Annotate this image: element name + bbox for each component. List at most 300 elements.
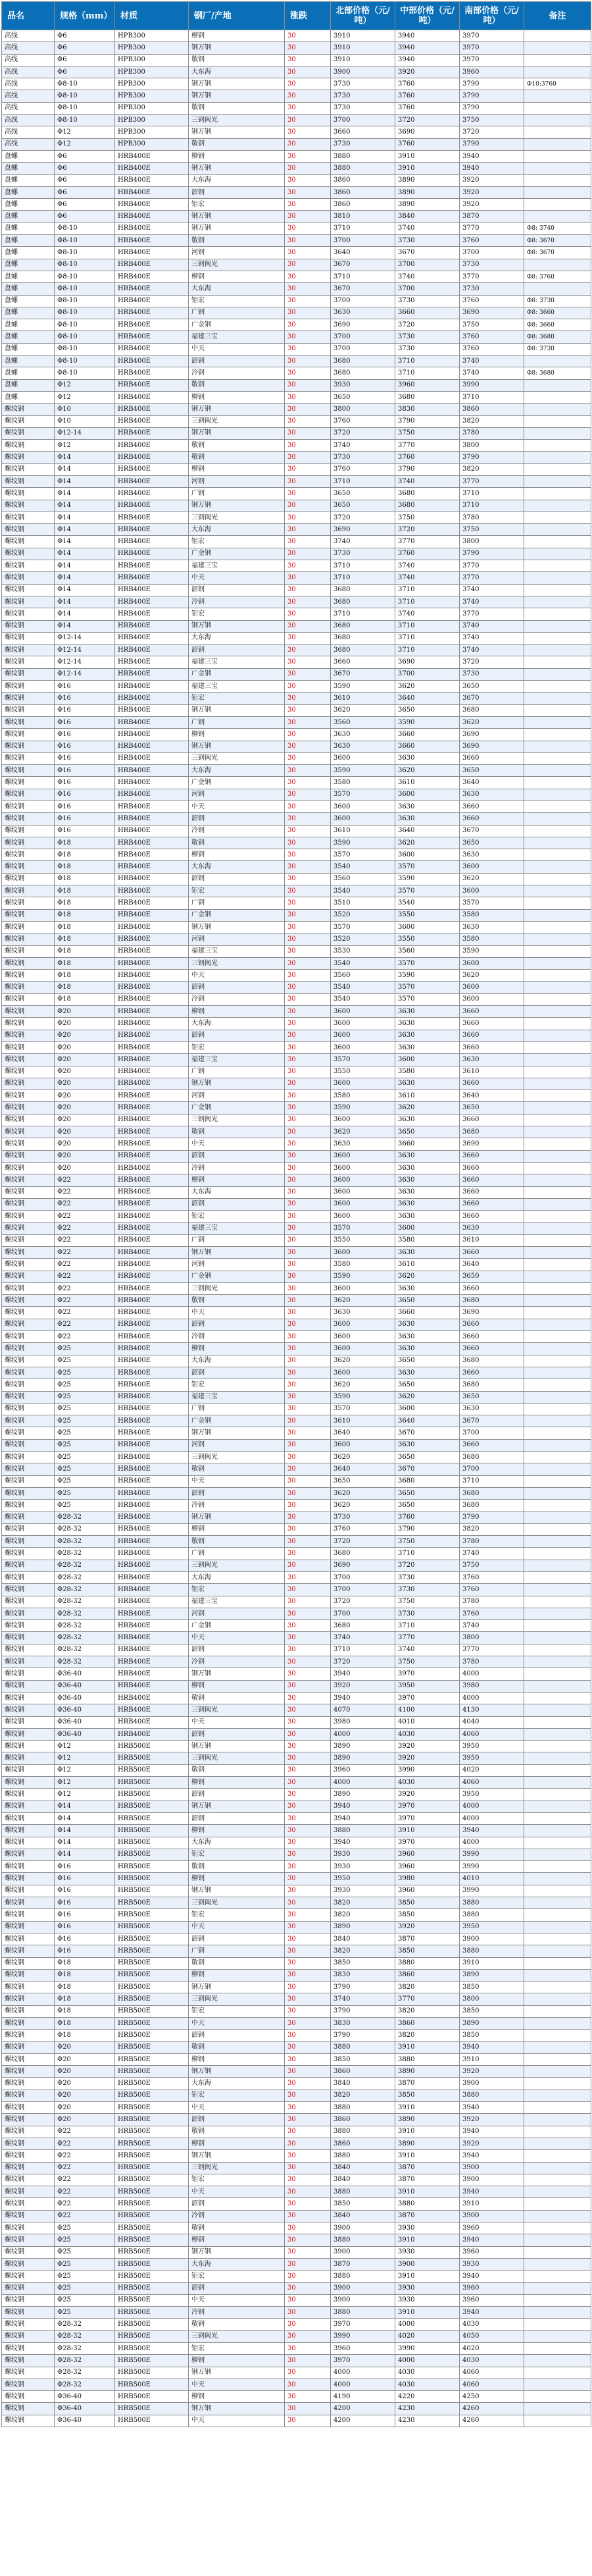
north-price-cell: 3710 xyxy=(331,572,395,584)
spec-cell: Φ25 xyxy=(55,1403,115,1415)
mill-cell: 大东海 xyxy=(189,524,285,536)
table-row xyxy=(2,2102,591,2114)
material-cell: HRB400E xyxy=(115,1331,189,1343)
remark-cell xyxy=(524,536,591,548)
product-cell: 螺纹钢 xyxy=(2,729,55,741)
product-cell: 螺纹钢 xyxy=(2,2053,55,2065)
north-price-cell: 3700 xyxy=(331,235,395,247)
remark-cell xyxy=(524,415,591,427)
mill-cell: 冷钢 xyxy=(189,993,285,1005)
table-row xyxy=(2,2041,591,2053)
mill-cell: 钢万钢 xyxy=(189,2150,285,2162)
central-price-cell: 3880 xyxy=(395,1957,460,1969)
remark-cell xyxy=(524,150,591,162)
north-price-cell: 3570 xyxy=(331,849,395,861)
mill-cell: 冷钢 xyxy=(189,1656,285,1668)
mill-cell: 广钢 xyxy=(189,488,285,500)
south-price-cell: 3960 xyxy=(460,2282,524,2294)
central-price-cell: 3730 xyxy=(395,1572,460,1584)
central-price-cell: 3990 xyxy=(395,1764,460,1776)
central-price-cell: 3550 xyxy=(395,909,460,921)
remark-cell xyxy=(524,1138,591,1150)
spec-cell: Φ25 xyxy=(55,1487,115,1499)
material-cell: HRB400E xyxy=(115,982,189,993)
mill-cell: 敬钢 xyxy=(189,440,285,452)
table-row xyxy=(2,1523,591,1535)
north-price-cell: 3590 xyxy=(331,1391,395,1403)
central-price-cell: 3630 xyxy=(395,1174,460,1186)
product-cell: 螺纹钢 xyxy=(2,644,55,656)
mill-cell: 钢万钢 xyxy=(189,2403,285,2415)
spec-cell: Φ22 xyxy=(55,1198,115,1210)
change-cell: 30 xyxy=(285,837,331,849)
remark-cell xyxy=(524,126,591,138)
change-cell: 30 xyxy=(285,1150,331,1162)
spec-cell: Φ12 xyxy=(55,1741,115,1752)
change-cell: 30 xyxy=(285,885,331,897)
north-price-cell: 3680 xyxy=(331,644,395,656)
south-price-cell: 3740 xyxy=(460,620,524,632)
change-cell: 30 xyxy=(285,1271,331,1282)
remark-cell: Φ8: 3680 xyxy=(524,367,591,379)
south-price-cell: 3750 xyxy=(460,524,524,536)
mill-cell: 福建三宝 xyxy=(189,656,285,668)
south-price-cell: 3970 xyxy=(460,42,524,54)
change-cell: 30 xyxy=(285,2030,331,2041)
material-cell: HRB400E xyxy=(115,752,189,764)
south-price-cell: 3770 xyxy=(460,1644,524,1656)
change-cell: 30 xyxy=(285,536,331,548)
central-price-cell: 4030 xyxy=(395,2379,460,2390)
south-price-cell: 3580 xyxy=(460,909,524,921)
south-price-cell: 3660 xyxy=(460,1114,524,1126)
table-row xyxy=(2,560,591,572)
mill-cell: 大东海 xyxy=(189,174,285,186)
material-cell: HPB300 xyxy=(115,66,189,78)
mill-cell: 广金钢 xyxy=(189,909,285,921)
material-cell: HRB400E xyxy=(115,1319,189,1330)
change-cell: 30 xyxy=(285,1295,331,1307)
south-price-cell: 3800 xyxy=(460,440,524,452)
south-price-cell: 3920 xyxy=(460,2138,524,2149)
product-cell: 螺纹钢 xyxy=(2,2319,55,2330)
table-row xyxy=(2,1078,591,1090)
central-price-cell: 3650 xyxy=(395,704,460,716)
south-price-cell: 3630 xyxy=(460,789,524,801)
material-cell: HRB400E xyxy=(115,801,189,813)
remark-cell xyxy=(524,2150,591,2162)
table-row xyxy=(2,2246,591,2258)
change-cell: 30 xyxy=(285,1222,331,1234)
change-cell: 30 xyxy=(285,42,331,54)
south-price-cell: 3900 xyxy=(460,2174,524,2186)
south-price-cell: 4030 xyxy=(460,2319,524,2330)
south-price-cell: 3880 xyxy=(460,1945,524,1957)
spec-cell: Φ22 xyxy=(55,2126,115,2138)
material-cell: HRB500E xyxy=(115,1897,189,1909)
central-price-cell: 3620 xyxy=(395,681,460,693)
mill-cell: 敬钢 xyxy=(189,1957,285,1969)
product-cell: 盘螺 xyxy=(2,174,55,186)
material-cell: HRB400E xyxy=(115,379,189,391)
change-cell: 30 xyxy=(285,765,331,777)
central-price-cell: 3600 xyxy=(395,1054,460,1066)
remark-cell xyxy=(524,1030,591,1041)
spec-cell: Φ16 xyxy=(55,693,115,704)
material-cell: HRB500E xyxy=(115,1764,189,1776)
material-cell: HRB500E xyxy=(115,2294,189,2306)
central-price-cell: 3890 xyxy=(395,199,460,211)
north-price-cell: 3620 xyxy=(331,1500,395,1511)
south-price-cell: 3710 xyxy=(460,391,524,403)
product-cell: 螺纹钢 xyxy=(2,873,55,885)
spec-cell: Φ18 xyxy=(55,970,115,982)
spec-cell: Φ20 xyxy=(55,1138,115,1150)
table-row xyxy=(2,1355,591,1367)
north-price-cell: 3720 xyxy=(331,1656,395,1668)
spec-cell: Φ36-40 xyxy=(55,2391,115,2403)
change-cell: 30 xyxy=(285,861,331,873)
mill-cell: 钢万钢 xyxy=(189,163,285,174)
product-cell: 螺纹钢 xyxy=(2,897,55,909)
south-price-cell: 3610 xyxy=(460,1234,524,1246)
change-cell: 30 xyxy=(285,825,331,837)
material-cell: HRB500E xyxy=(115,2271,189,2282)
material-cell: HRB400E xyxy=(115,1271,189,1282)
central-price-cell: 3700 xyxy=(395,259,460,271)
central-price-cell: 3710 xyxy=(395,596,460,608)
mill-cell: 中天 xyxy=(189,1138,285,1150)
product-cell: 螺纹钢 xyxy=(2,1656,55,1668)
material-cell: HRB400E xyxy=(115,1415,189,1427)
south-price-cell: 3690 xyxy=(460,307,524,319)
table-row xyxy=(2,1584,591,1596)
change-cell: 30 xyxy=(285,596,331,608)
central-price-cell: 3730 xyxy=(395,1584,460,1596)
spec-cell: Φ20 xyxy=(55,1126,115,1138)
change-cell: 30 xyxy=(285,1596,331,1608)
south-price-cell: 3910 xyxy=(460,2053,524,2065)
table-row xyxy=(2,1259,591,1271)
south-price-cell: 3660 xyxy=(460,813,524,825)
mill-cell: 敬钢 xyxy=(189,2126,285,2138)
remark-cell xyxy=(524,452,591,463)
north-price-cell: 3850 xyxy=(331,2053,395,2065)
product-cell: 螺纹钢 xyxy=(2,2114,55,2126)
remark-cell xyxy=(524,54,591,66)
spec-cell: Φ28-32 xyxy=(55,1620,115,1632)
mill-cell: 三钢闽光 xyxy=(189,1452,285,1463)
south-price-cell: 3890 xyxy=(460,1969,524,1981)
product-cell: 螺纹钢 xyxy=(2,1331,55,1343)
material-cell: HRB400E xyxy=(115,259,189,271)
table-row xyxy=(2,2343,591,2355)
product-cell: 螺纹钢 xyxy=(2,801,55,813)
central-price-cell: 3980 xyxy=(395,1873,460,1885)
change-cell: 30 xyxy=(285,1957,331,1969)
central-price-cell: 3590 xyxy=(395,970,460,982)
south-price-cell: 3700 xyxy=(460,1427,524,1439)
central-price-cell: 3770 xyxy=(395,536,460,548)
material-cell: HRB400E xyxy=(115,1475,189,1487)
spec-cell: Φ16 xyxy=(55,801,115,813)
change-cell: 30 xyxy=(285,2415,331,2427)
spec-cell: Φ22 xyxy=(55,2150,115,2162)
spec-cell: Φ36-40 xyxy=(55,1668,115,1680)
product-cell: 盘螺 xyxy=(2,331,55,343)
north-price-cell: 3540 xyxy=(331,993,395,1005)
material-cell: HRB400E xyxy=(115,1632,189,1644)
table-row xyxy=(2,1789,591,1801)
mill-cell: 钢万钢 xyxy=(189,1427,285,1439)
product-cell: 螺纹钢 xyxy=(2,1969,55,1981)
mill-cell: 福建三宝 xyxy=(189,945,285,957)
material-cell: HRB400E xyxy=(115,1066,189,1078)
remark-cell xyxy=(524,355,591,367)
product-cell: 盘螺 xyxy=(2,259,55,271)
mill-cell: 柳钢 xyxy=(189,2355,285,2367)
product-cell: 螺纹钢 xyxy=(2,2403,55,2415)
mill-cell: 三钢闽光 xyxy=(189,2162,285,2174)
spec-cell: Φ22 xyxy=(55,1222,115,1234)
product-cell: 螺纹钢 xyxy=(2,500,55,512)
mill-cell: 三钢闽光 xyxy=(189,259,285,271)
table-row xyxy=(2,1415,591,1427)
table-row xyxy=(2,1608,591,1619)
table-row xyxy=(2,945,591,957)
table-row xyxy=(2,2005,591,2017)
spec-cell: Φ22 xyxy=(55,2138,115,2149)
central-price-cell: 3850 xyxy=(395,1945,460,1957)
material-cell: HPB300 xyxy=(115,54,189,66)
central-price-cell: 4030 xyxy=(395,1777,460,1789)
spec-cell: Φ25 xyxy=(55,1379,115,1391)
remark-cell xyxy=(524,2114,591,2126)
central-price-cell: 3740 xyxy=(395,1644,460,1656)
change-cell: 30 xyxy=(285,512,331,523)
table-row xyxy=(2,1319,591,1330)
south-price-cell: 3950 xyxy=(460,1741,524,1752)
change-cell: 30 xyxy=(285,427,331,439)
material-cell: HRB400E xyxy=(115,1391,189,1403)
change-cell: 30 xyxy=(285,693,331,704)
table-row xyxy=(2,2282,591,2294)
remark-cell xyxy=(524,1427,591,1439)
remark-cell xyxy=(524,2271,591,2282)
north-price-cell: 3620 xyxy=(331,1355,395,1367)
spec-cell: Φ20 xyxy=(55,1066,115,1078)
spec-cell: Φ28-32 xyxy=(55,1511,115,1523)
north-price-cell: 3630 xyxy=(331,307,395,319)
material-cell: HRB400E xyxy=(115,704,189,716)
south-price-cell: 3940 xyxy=(460,1825,524,1837)
central-price-cell: 3630 xyxy=(395,1198,460,1210)
table-row xyxy=(2,716,591,728)
table-row xyxy=(2,2355,591,2367)
south-price-cell: 3800 xyxy=(460,1632,524,1644)
north-price-cell: 3910 xyxy=(331,42,395,54)
material-cell: HRB400E xyxy=(115,1162,189,1174)
mill-cell: 广钢 xyxy=(189,897,285,909)
remark-cell xyxy=(524,1909,591,1921)
spec-cell: Φ16 xyxy=(55,716,115,728)
central-price-cell: 3620 xyxy=(395,837,460,849)
change-cell: 30 xyxy=(285,2294,331,2306)
table-row xyxy=(2,921,591,933)
spec-cell: Φ25 xyxy=(55,1463,115,1475)
north-price-cell: 3700 xyxy=(331,295,395,307)
change-cell: 30 xyxy=(285,1078,331,1090)
central-price-cell: 3670 xyxy=(395,247,460,259)
product-cell: 螺纹钢 xyxy=(2,584,55,596)
north-price-cell: 3680 xyxy=(331,355,395,367)
spec-cell: Φ14 xyxy=(55,620,115,632)
remark-cell xyxy=(524,1741,591,1752)
material-cell: HRB500E xyxy=(115,1957,189,1969)
table-row xyxy=(2,885,591,897)
table-row xyxy=(2,1969,591,1981)
table-row xyxy=(2,1885,591,1897)
spec-cell: Φ6 xyxy=(55,211,115,223)
south-price-cell: 3660 xyxy=(460,1162,524,1174)
product-cell: 螺纹钢 xyxy=(2,813,55,825)
product-cell: 螺纹钢 xyxy=(2,1006,55,1018)
table-row xyxy=(2,259,591,271)
product-cell: 盘螺 xyxy=(2,283,55,295)
change-cell: 30 xyxy=(285,1560,331,1571)
central-price-cell: 3640 xyxy=(395,1415,460,1427)
change-cell: 30 xyxy=(285,789,331,801)
spec-cell: Φ28-32 xyxy=(55,2319,115,2330)
south-price-cell: 3740 xyxy=(460,632,524,644)
material-cell: HRB400E xyxy=(115,716,189,728)
table-row xyxy=(2,2090,591,2101)
table-row xyxy=(2,1041,591,1053)
mill-cell: 韶钢 xyxy=(189,982,285,993)
product-cell: 螺纹钢 xyxy=(2,1692,55,1704)
remark-cell xyxy=(524,1548,591,1560)
spec-cell: Φ6 xyxy=(55,199,115,211)
remark-cell xyxy=(524,1018,591,1030)
product-cell: 螺纹钢 xyxy=(2,2041,55,2053)
north-price-cell: 3710 xyxy=(331,475,395,487)
remark-cell xyxy=(524,2355,591,2367)
central-price-cell: 3620 xyxy=(395,1102,460,1114)
remark-cell xyxy=(524,1090,591,1102)
mill-cell: 大东海 xyxy=(189,2258,285,2270)
remark-cell xyxy=(524,524,591,536)
change-cell: 30 xyxy=(285,235,331,247)
central-price-cell: 3570 xyxy=(395,993,460,1005)
south-price-cell: 3640 xyxy=(460,777,524,789)
change-cell: 30 xyxy=(285,1704,331,1716)
change-cell: 30 xyxy=(285,1668,331,1680)
material-cell: HRB500E xyxy=(115,1789,189,1801)
change-cell: 30 xyxy=(285,1367,331,1379)
central-price-cell: 3580 xyxy=(395,1066,460,1078)
central-price-cell: 3710 xyxy=(395,644,460,656)
change-cell: 30 xyxy=(285,1656,331,1668)
table-row xyxy=(2,115,591,126)
table-row xyxy=(2,1752,591,1764)
spec-cell: Φ22 xyxy=(55,1174,115,1186)
table-row xyxy=(2,1897,591,1909)
mill-cell: 广金钢 xyxy=(189,1102,285,1114)
south-price-cell: 3570 xyxy=(460,897,524,909)
mill-cell: 韶钢 xyxy=(189,1319,285,1330)
mill-cell: 钜宏 xyxy=(189,1909,285,1921)
central-price-cell: 3720 xyxy=(395,115,460,126)
header-mill: 钢厂/产地 xyxy=(189,2,285,30)
remark-cell xyxy=(524,1259,591,1271)
mill-cell: 钜宏 xyxy=(189,885,285,897)
central-price-cell: 3660 xyxy=(395,1307,460,1319)
north-price-cell: 3540 xyxy=(331,982,395,993)
product-cell: 螺纹钢 xyxy=(2,1812,55,1824)
north-price-cell: 3880 xyxy=(331,2307,395,2319)
product-cell: 螺纹钢 xyxy=(2,2090,55,2101)
change-cell: 30 xyxy=(285,2102,331,2114)
south-price-cell: 3770 xyxy=(460,271,524,282)
material-cell: HRB400E xyxy=(115,921,189,933)
material-cell: HRB400E xyxy=(115,1343,189,1355)
north-price-cell: 3850 xyxy=(331,2198,395,2210)
south-price-cell: 3660 xyxy=(460,1246,524,1258)
south-price-cell: 4060 xyxy=(460,2367,524,2379)
spec-cell: Φ14 xyxy=(55,572,115,584)
table-row xyxy=(2,1487,591,1499)
change-cell: 30 xyxy=(285,1789,331,1801)
change-cell: 30 xyxy=(285,452,331,463)
remark-cell xyxy=(524,921,591,933)
central-price-cell: 3820 xyxy=(395,2005,460,2017)
mill-cell: 钢万钢 xyxy=(189,1801,285,1812)
remark-cell: Φ8: 3660 xyxy=(524,307,591,319)
mill-cell: 广金钢 xyxy=(189,1620,285,1632)
spec-cell: Φ20 xyxy=(55,2114,115,2126)
central-price-cell: 3850 xyxy=(395,1909,460,1921)
table-row xyxy=(2,427,591,439)
table-row xyxy=(2,982,591,993)
table-row xyxy=(2,2174,591,2186)
material-cell: HRB500E xyxy=(115,1801,189,1812)
material-cell: HRB500E xyxy=(115,1752,189,1764)
remark-cell xyxy=(524,2343,591,2355)
remark-cell xyxy=(524,138,591,150)
central-price-cell: 3900 xyxy=(395,2258,460,2270)
change-cell: 30 xyxy=(285,1849,331,1860)
spec-cell: Φ20 xyxy=(55,1114,115,1126)
south-price-cell: 3660 xyxy=(460,1331,524,1343)
remark-cell xyxy=(524,572,591,584)
north-price-cell: 3560 xyxy=(331,970,395,982)
spec-cell: Φ8-10 xyxy=(55,343,115,355)
north-price-cell: 3690 xyxy=(331,524,395,536)
remark-cell xyxy=(524,693,591,704)
remark-cell xyxy=(524,2330,591,2342)
product-cell: 螺纹钢 xyxy=(2,2017,55,2029)
mill-cell: 大东海 xyxy=(189,66,285,78)
material-cell: HRB400E xyxy=(115,729,189,741)
mill-cell: 韶钢 xyxy=(189,355,285,367)
product-cell: 螺纹钢 xyxy=(2,849,55,861)
remark-cell xyxy=(524,1584,591,1596)
change-cell: 30 xyxy=(285,247,331,259)
north-price-cell: 3910 xyxy=(331,30,395,42)
product-cell: 螺纹钢 xyxy=(2,1741,55,1752)
change-cell: 30 xyxy=(285,729,331,741)
material-cell: HRB400E xyxy=(115,283,189,295)
